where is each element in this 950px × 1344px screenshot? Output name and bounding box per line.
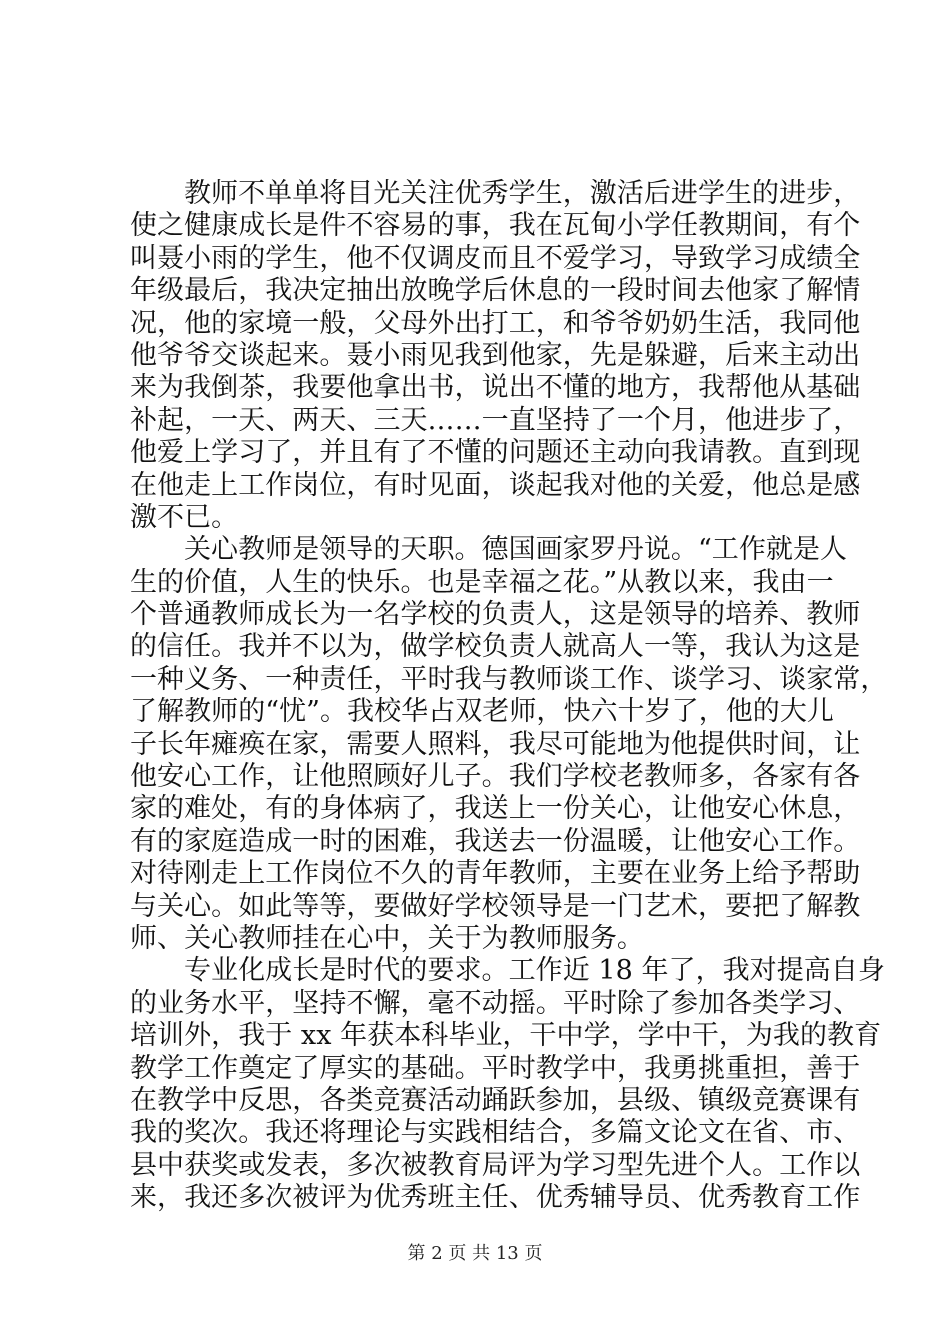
paragraph-3-line: 专业化成长是时代的要求。工作近 18 年了，我对提高自身 <box>184 955 885 987</box>
paragraph-3-line: 的业务水平，坚持不懈，毫不动摇。平时除了参加各类学习、 <box>130 987 861 1019</box>
paragraph-3-line: 培训外，我于 xx 年获本科毕业，干中学，学中干，为我的教育 <box>130 1020 882 1052</box>
paragraph-3-line: 县中获奖或发表，多次被教育局评为学习型先进个人。工作以 <box>130 1149 861 1181</box>
paragraph-1-line: 在他走上工作岗位，有时见面，谈起我对他的关爱，他总是感 <box>130 469 861 501</box>
page-number-footer: 第 2 页 共 13 页 <box>407 1243 543 1264</box>
paragraph-3-line: 来，我还多次被评为优秀班主任、优秀辅导员、优秀教育工作 <box>130 1182 861 1214</box>
paragraph-2-line: 师、关心教师挂在心中，关于为教师服务。 <box>130 922 644 954</box>
paragraph-1-line: 来为我倒茶，我要他拿出书，说出不懂的地方，我帮他从基础 <box>130 372 861 404</box>
paragraph-1-line: 年级最后，我决定抽出放晚学后休息的一段时间去他家了解情 <box>130 275 861 307</box>
paragraph-2-line: 家的难处，有的身体病了，我送上一份关心，让他安心休息， <box>130 793 861 825</box>
paragraph-2-line: 的信任。我并不以为，做学校负责人就高人一等，我认为这是 <box>130 631 861 663</box>
paragraph-3-line: 在教学中反思，各类竞赛活动踊跃参加，县级、镇级竞赛课有 <box>130 1084 861 1116</box>
paragraph-1-line: 叫聂小雨的学生，他不仅调皮而且不爱学习，导致学习成绩全 <box>130 242 861 274</box>
paragraph-1-line: 激不已。 <box>130 501 239 533</box>
paragraph-2-line: 关心教师是领导的天职。德国画家罗丹说。“工作就是人 <box>184 534 848 566</box>
paragraph-1-line: 使之健康成长是件不容易的事，我在瓦甸小学任教期间，有个 <box>130 210 861 242</box>
paragraph-3-line: 我的奖次。我还将理论与实践相结合，多篇文论文在省、市、 <box>130 1117 861 1149</box>
paragraph-1-line: 教师不单单将目光关注优秀学生，激活后进学生的进步， <box>184 178 861 209</box>
paragraph-2-line: 子长年瘫痪在家，需要人照料，我尽可能地为他提供时间，让 <box>130 728 861 760</box>
body-text <box>130 178 888 1215</box>
paragraph-2-line: 生的价值，人生的快乐。也是幸福之花。”从教以来，我由一 <box>130 566 834 598</box>
paragraph-2-line: 个普通教师成长为一名学校的负责人，这是领导的培养、教师 <box>130 599 861 631</box>
paragraph-2-line: 与关心。如此等等，要做好学校领导是一门艺术，要把了解教 <box>130 890 861 922</box>
paragraph-3-line: 教学工作奠定了厚实的基础。平时教学中，我勇挑重担，善于 <box>130 1052 861 1084</box>
paragraph-2-line: 对待刚走上工作岗位不久的青年教师，主要在业务上给予帮助 <box>130 858 861 890</box>
paragraph-2-line: 有的家庭造成一时的困难，我送去一份温暖，让他安心工作。 <box>130 825 861 857</box>
paragraph-1-line: 补起，一天、两天、三天……一直坚持了一个月，他进步了， <box>130 404 861 436</box>
paragraph-2-line: 一种义务、一种责任，平时我与教师谈工作、谈学习、谈家常， <box>130 663 888 695</box>
paragraph-1-line: 况，他的家境一般，父母外出打工，和爷爷奶奶生活，我同他 <box>130 307 861 339</box>
paragraph-1-line: 他爱上学习了，并且有了不懂的问题还主动向我请教。直到现 <box>130 437 861 469</box>
paragraph-2-line: 他安心工作，让他照顾好儿子。我们学校老教师多，各家有各 <box>130 761 861 793</box>
paragraph-2-line: 了解教师的“忧”。我校华占双老师，快六十岁了，他的大儿 <box>130 696 834 728</box>
paragraph-1-line: 他爷爷交谈起来。聂小雨见我到他家，先是躲避，后来主动出 <box>130 339 861 371</box>
